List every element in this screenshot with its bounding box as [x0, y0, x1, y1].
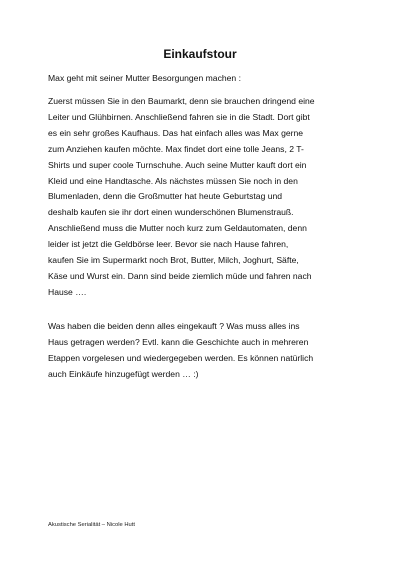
- story-line: Blumenladen, denn die Großmutter hat heute Geburtstag und: [48, 191, 283, 202]
- story-line: zum Anziehen kaufen möchte. Max findet dort eine tolle Jeans, 2 T-: [48, 143, 304, 154]
- document-title: Einkaufstour: [163, 47, 237, 61]
- story-line: Zuerst müssen Sie in den Baumarkt, denn sie brauchen dringend eine: [48, 96, 315, 106]
- story-line: Käse und Wurst ein. Dann sind beide ziemlich müde und fahren nach: [48, 270, 312, 281]
- story-line: Leiter und Glühbirnen. Anschließend fahren sie in die Stadt. Dort gibt: [48, 111, 310, 122]
- question-line: auch Einkäufe hinzugefügt werden … :): [48, 368, 199, 379]
- question-paragraph: [48, 319, 354, 383]
- story-line: deshalb kaufen sie ihr dort einen wunderschönen Blumenstrauß.: [48, 207, 294, 218]
- story-paragraph: [48, 94, 354, 301]
- page-footer: Akustische Serialität – Nicole Hutt: [48, 522, 135, 528]
- story-line: Shirts und super coole Turnschuhe. Auch seine Mutter kauft dort ein: [48, 159, 307, 170]
- story-line: leider ist jetzt die Geldbörse leer. Bevor sie nach Hause fahren,: [48, 239, 289, 250]
- story-line: Anschließend muss die Mutter noch kurz zum Geldautomaten, denn: [48, 223, 307, 234]
- story-line: es ein sehr großes Kaufhaus. Das hat einfach alles was Max gerne: [48, 127, 304, 138]
- question-line: Haus getragen werden? Evtl. kann die Geschichte auch in mehreren: [48, 336, 309, 347]
- question-line: Was haben die beiden denn alles eingekauft ? Was muss alles ins: [48, 321, 300, 331]
- intro-paragraph: Max geht mit seiner Mutter Besorgungen machen :: [48, 73, 241, 83]
- story-line: Kleid und eine Handtasche. Als nächstes müssen Sie noch in den: [48, 175, 298, 186]
- story-line: Hause ….: [48, 286, 87, 297]
- story-line: kaufen Sie im Supermarkt noch Brot, Butter, Milch, Joghurt, Säfte,: [48, 255, 299, 266]
- question-line: Etappen vorgelesen und wiedergegeben werden. Es können natürlich: [48, 352, 314, 363]
